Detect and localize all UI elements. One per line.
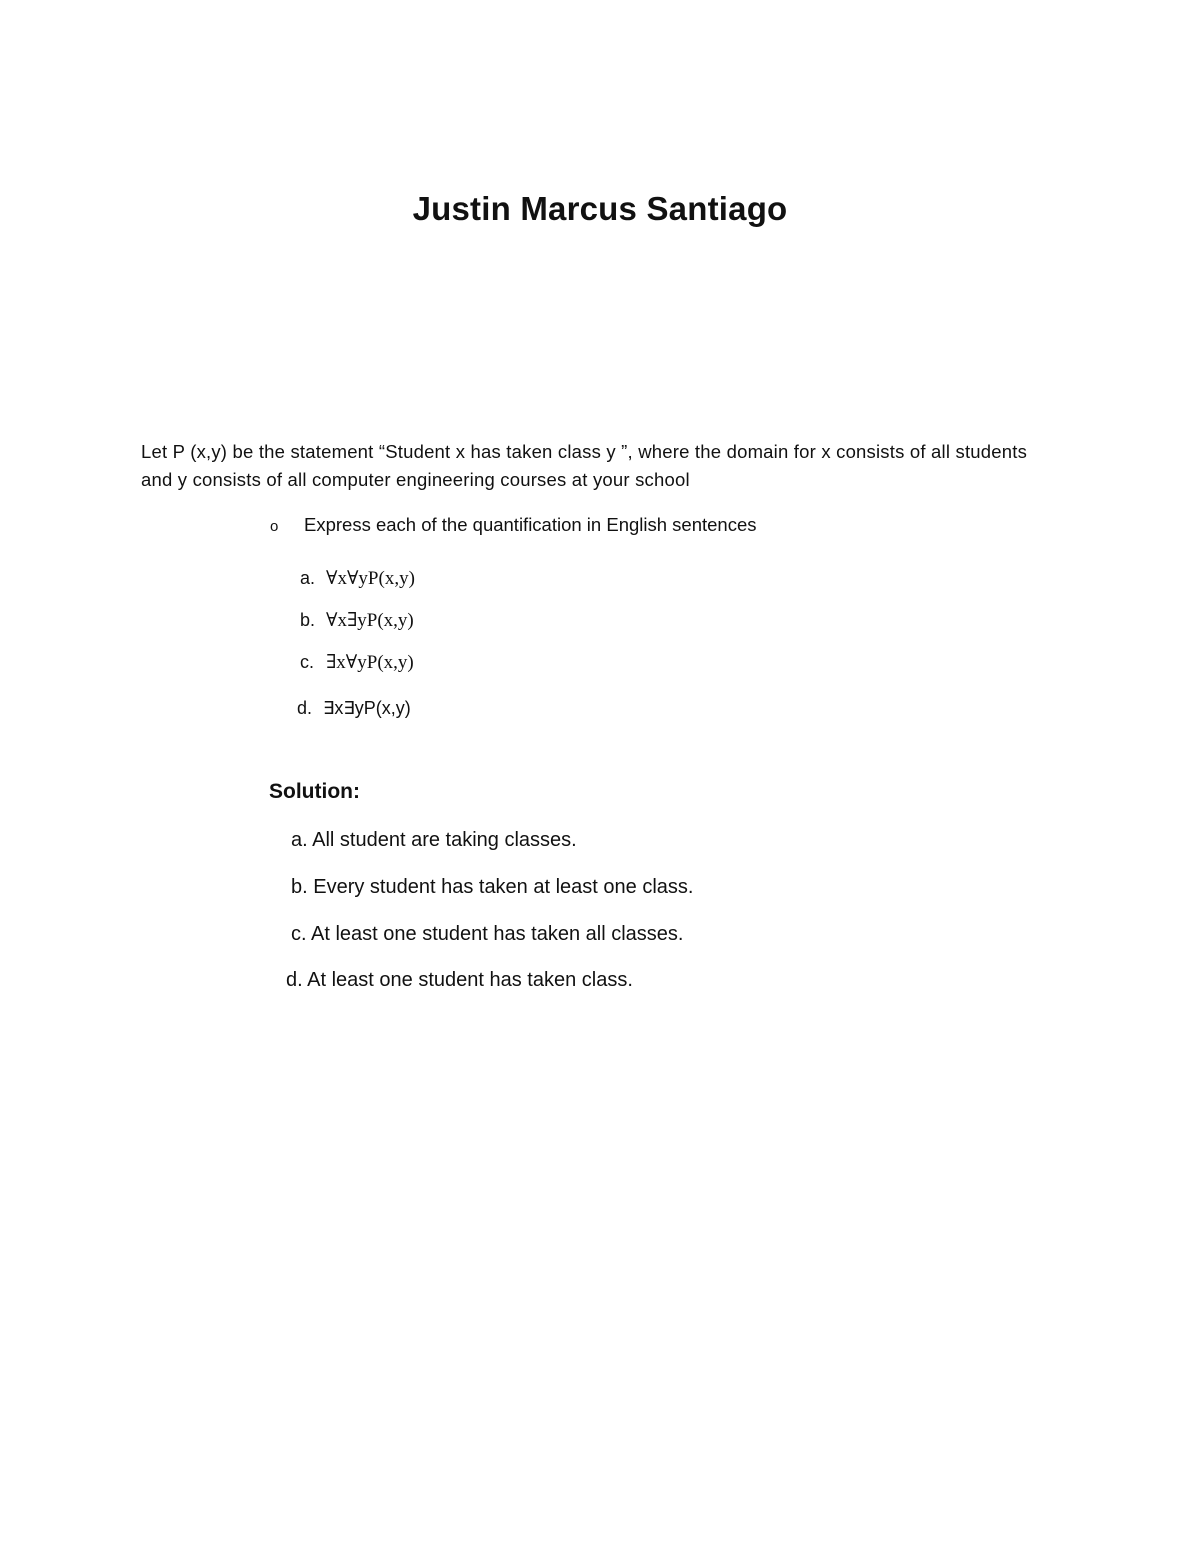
question-b xyxy=(300,607,414,634)
question-d xyxy=(297,695,411,721)
question-expression: ∀x∀yP(x,y) xyxy=(326,568,415,589)
question-expression: ∀x∃yP(x,y) xyxy=(326,610,414,631)
problem-statement: Let P (x,y) be the statement “Student x has taken class y ”, where the domain for x consists of all students and y consists of all computer engineering courses at your school xyxy=(141,441,1028,490)
instruction-text: Express each of the quantification in English sentences xyxy=(304,514,757,535)
question-label: b. xyxy=(300,610,316,630)
question-c xyxy=(300,649,414,676)
question-label: a. xyxy=(300,568,316,588)
question-label: c. xyxy=(300,652,315,672)
answer-c: c. At least one student has taken all classes. xyxy=(291,923,684,945)
document-title: Justin Marcus Santiago xyxy=(412,190,788,227)
question-a xyxy=(300,565,415,592)
answer-d: d. At least one student has taken class. xyxy=(286,969,633,991)
question-expression: ∃x∀yP(x,y) xyxy=(326,652,414,673)
answer-b: b. Every student has taken at least one class. xyxy=(291,876,694,898)
solution-heading: Solution: xyxy=(269,780,360,803)
question-expression: ∃x∃yP(x,y) xyxy=(323,698,411,718)
instruction-bullet xyxy=(270,511,757,541)
bullet-marker: o xyxy=(270,518,279,535)
question-label: d. xyxy=(297,698,313,718)
answer-a: a. All student are taking classes. xyxy=(291,829,577,851)
